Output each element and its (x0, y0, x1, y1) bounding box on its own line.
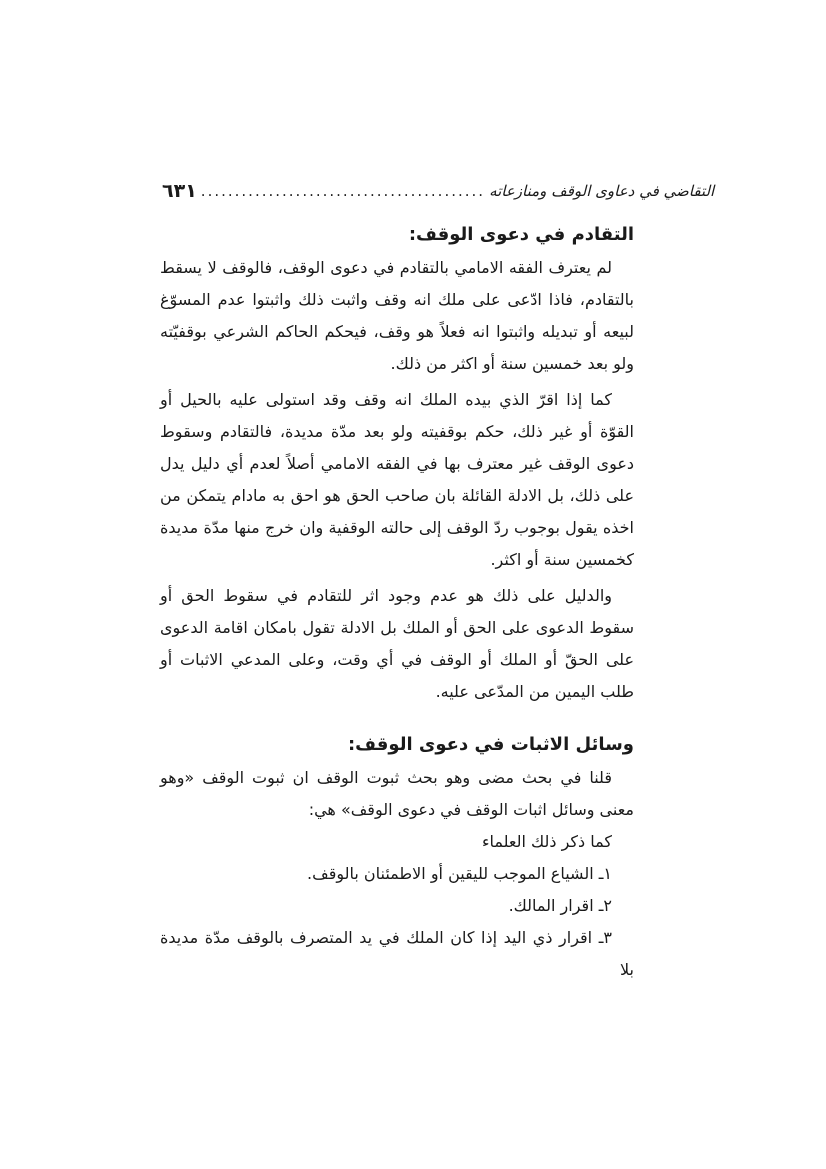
page-number: ٦٣١ (162, 180, 197, 202)
list-item: ٣ـ اقرار ذي اليد إذا كان الملك في يد المتصرف بالوقف مدّة مديدة بلا (160, 928, 634, 979)
running-title: التقاضي في دعاوى الوقف ومنازعاته (489, 182, 715, 200)
section-heading-prescription: التقادم في دعوى الوقف: (408, 224, 634, 245)
paragraph: قلنا في بحث مضى وهو بحث ثبوت الوقف ان ثبوت الوقف «وهو معنى وسائل اثبات الوقف في دعوى الوقف» هي: (160, 768, 634, 819)
paragraph: والدليل على ذلك هو عدم وجود اثر للتقادم في سقوط الحق أو سقوط الدعوى على الحق أو الملك بل الادلة تقول بامكان اقامة الدعوى على الحقّ أو الملك أو الوقف في أي وقت، وعلى المدعي الاثبات أو طلب اليمين من المدّعى عليه. (160, 586, 634, 701)
leader-dots: .......................................... (200, 182, 486, 200)
paragraph: لم يعترف الفقه الامامي بالتقادم في دعوى الوقف، فالوقف لا يسقط بالتقادم، فاذا ادّعى على ملك انه وقف واثبت ذلك واثبتوا عدم المسوّغ لبيعه أو تبديله واثبتوا انه فعلاً هو وقف، فيحكم الحاكم الشرعي بوقفيّته ولو بعد خمسين سنة أو اكثر من ذلك. (160, 258, 634, 373)
paragraph: كما إذا اقرّ الذي بيده الملك انه وقف وقد استولى عليه بالحيل أو القوّة أو غير ذلك، حكم بوقفيته ولو بعد مدّة مديدة، فالتقادم وسقوط دعوى الوقف غير معترف بها في الفقه الامامي أصلاً لعدم أي دليل يدل على ذلك، بل الادلة القائلة بان صاحب الحق هو احق به مادام يتمكن من اخذه يقول بوجوب ردّ الوقف إلى حالته الوقفية وان خرج منها مدّة مديدة كخمسين سنة أو اكثر. (160, 390, 634, 569)
list-item: ٢ـ اقرار المالك. (508, 896, 612, 915)
list-lead: كما ذكر ذلك العلماء (481, 832, 612, 851)
running-header (162, 176, 715, 206)
section-heading-evidence: وسائل الاثبات في دعوى الوقف: (347, 734, 634, 755)
list-item: ١ـ الشياع الموجب لليقين أو الاطمئنان بالوقف. (307, 864, 612, 883)
page-body (160, 218, 634, 986)
